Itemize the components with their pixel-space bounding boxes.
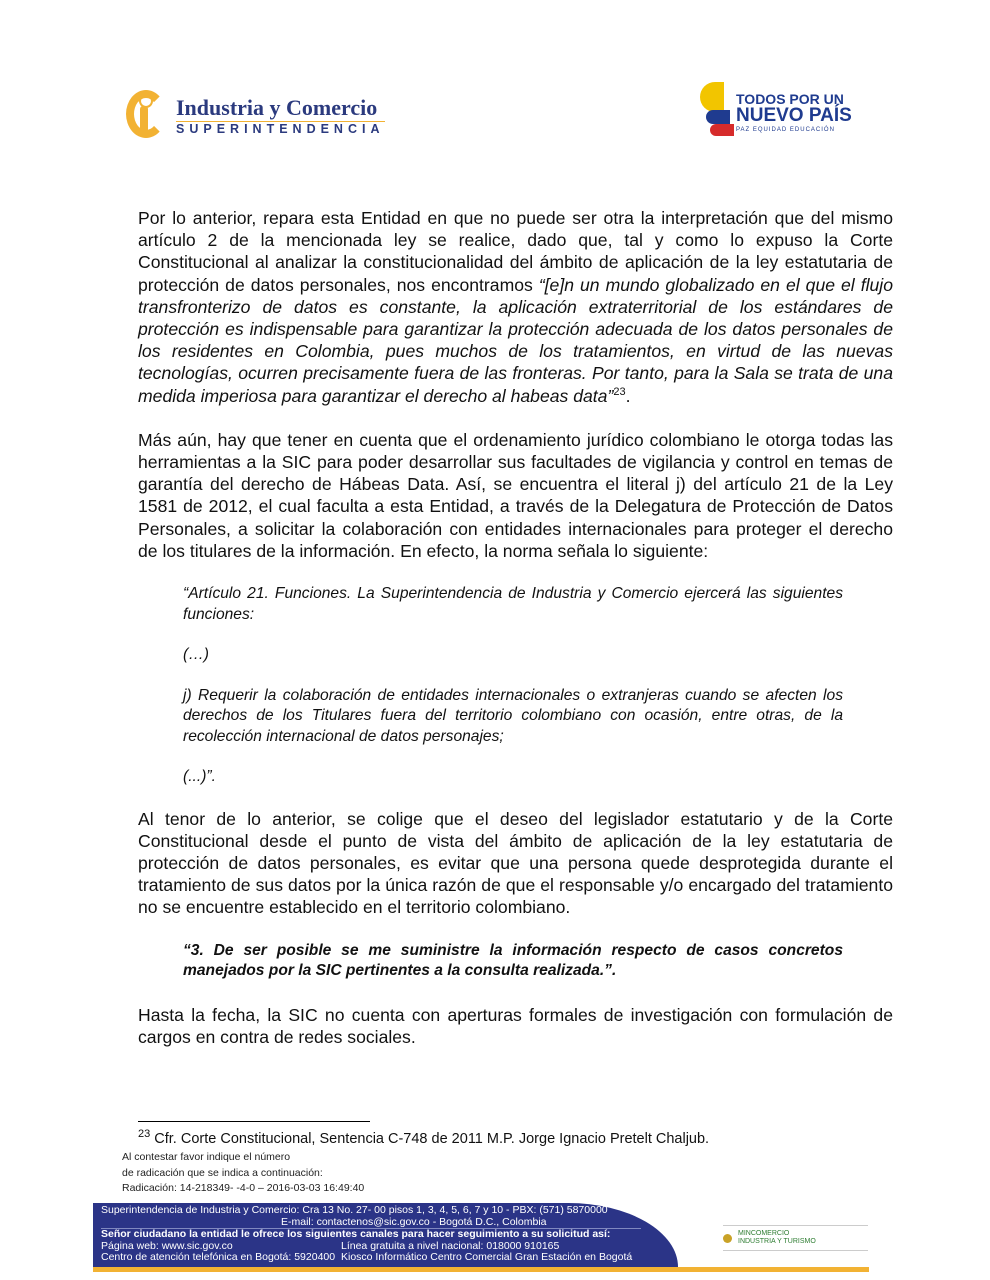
quote-line: (...)”. xyxy=(183,768,216,786)
sic-logo xyxy=(122,88,385,142)
flag-swoosh-icon xyxy=(700,82,736,142)
ic-logo-icon xyxy=(122,88,170,142)
rad-line: Al contestar favor indique el número xyxy=(122,1151,291,1163)
footer-web: Página web: www.sic.gov.co xyxy=(101,1239,233,1252)
footnote xyxy=(138,1128,710,1147)
question-quote: “3. De ser posible se me suministre la información respecto de casos concretos manejados por la SIC pertinentes a la consulta realizada.”. xyxy=(183,941,843,980)
footnote-text: Cfr. Corte Constitucional, Sentencia C-748 de 2011 M.P. Jorge Ignacio Pretelt Chaljub. xyxy=(150,1131,710,1147)
footer-channels-title: Señor ciudadano la entidad le ofrece los siguientes canales para hacer seguimiento a su solicitud así: xyxy=(101,1228,611,1240)
text: Por lo anterior, repara esta Entidad en que no puede ser otra la interpretación que del mismo artículo 2 de la mencionada ley se realice, dado que, tal y como lo expuso la Corte Constitucional al analizar la constitucionalidad del ámbito de aplicación de la ley estatutaria de protección de datos personales, nos encontramos xyxy=(138,208,893,295)
min-line1: MINCOMERCIO xyxy=(738,1230,790,1237)
quote-line: j) Requerir la colaboración de entidades internacionales o extranjeras cuando se afecten los derechos de los Titulares fuera del territorio colombiano con ocasión, entre otras, de la recolección internacional de datos personajes; xyxy=(183,686,843,745)
pais-line1: TODOS POR UN xyxy=(736,90,844,107)
paragraph-4: Hasta la fecha, la SIC no cuenta con aperturas formales de investigación con formulación de cargos en contra de redes sociales. xyxy=(138,1004,893,1047)
footer-email: E-mail: contactenos@sic.gov.co - Bogotá D.C., Colombia xyxy=(101,1217,641,1230)
min-line2: INDUSTRIA Y TURISMO xyxy=(738,1238,816,1245)
footer-kiosk: Kiosco Informático Centro Comercial Gran Estación en Bogotá xyxy=(341,1251,633,1263)
sic-logo-subtitle: SUPERINTENDENCIA xyxy=(176,121,385,136)
pais-line2: NUEVO PAÍS xyxy=(736,104,852,126)
document-body xyxy=(138,207,893,1070)
radicacion-info xyxy=(122,1150,364,1197)
footer-phone-line: Línea gratuita a nivel nacional: 018000 910165 xyxy=(341,1239,560,1252)
footnote-number: 23 xyxy=(138,1128,151,1141)
mincomercio-logo xyxy=(723,1225,868,1251)
law-quote xyxy=(183,584,843,788)
quote-line: (…) xyxy=(183,646,209,664)
coat-of-arms-icon xyxy=(723,1234,732,1243)
nuevo-pais-logo xyxy=(700,82,852,142)
footnote-divider xyxy=(138,1121,370,1122)
footer-address: Superintendencia de Industria y Comercio: Cra 13 No. 27- 00 pisos 1, 3, 4, 5, 6, 7 y 10 - PBX: (571) 5870000 xyxy=(101,1204,608,1216)
footnote-ref: 23 xyxy=(613,385,626,398)
sic-logo-title: Industria y Comercio xyxy=(176,95,385,122)
quote-line: “Artículo 21. Funciones. La Superintendencia de Industria y Comercio ejercerá las siguientes funciones: xyxy=(183,585,843,623)
text: . xyxy=(625,385,631,406)
paragraph-3: Al tenor de lo anterior, se colige que el deseo del legislador estatutario y de la Corte Constitucional desde el punto de vista del ámbito de aplicación de la ley estatutaria de protección de datos personales, es evitar que una persona quede desprotegida durante el tratamiento de sus datos por la única razón de que el responsable y/o encargado del tratamiento no se encuentre establecido en el territorio colombiano. xyxy=(138,808,893,918)
paragraph-1 xyxy=(138,207,893,407)
rad-line: de radicación que se indica a continuación: xyxy=(122,1166,323,1179)
citation-italic: “[e]n un mundo globalizado en el que el flujo transfronterizo de datos es constante, la aplicación extraterritorial de los estándares de protección es indispensable para garantizar la protección adecuada de los datos personales de los residentes en Colombia, pues muchos de los tratamientos, en virtud de las nuevas tecnologías, ocurren precisamente fuera de las fronteras. Por tanto, para la Sala se trata de una medida imperiosa para garantizar el derecho al habeas data” xyxy=(138,274,893,406)
pais-line3: PAZ EQUIDAD EDUCACIÓN xyxy=(736,126,835,133)
footer-banner xyxy=(93,1203,869,1273)
paragraph-2: Más aún, hay que tener en cuenta que el ordenamiento jurídico colombiano le otorga todas las herramientas a la SIC para poder desarrollar sus facultades de vigilancia y control en temas de garantía del derecho de Hábeas Data. Así, se encuentra el literal j) del artículo 21 de la Ley 1581 de 2012, el cual faculta a esta Entidad, a través de la Delegatura de Protección de Datos Personales, a solicitar la colaboración con entidades internacionales para proteger el derecho de los titulares de la información. En efecto, la norma señala lo siguiente: xyxy=(138,429,893,561)
footer-call-center: Centro de atención telefónica en Bogotá: 5920400 xyxy=(101,1251,336,1263)
rad-number: Radicación: 14-218349- -4-0 – 2016-03-03 16:49:40 xyxy=(122,1182,365,1194)
footer-gold-strip xyxy=(93,1267,869,1272)
